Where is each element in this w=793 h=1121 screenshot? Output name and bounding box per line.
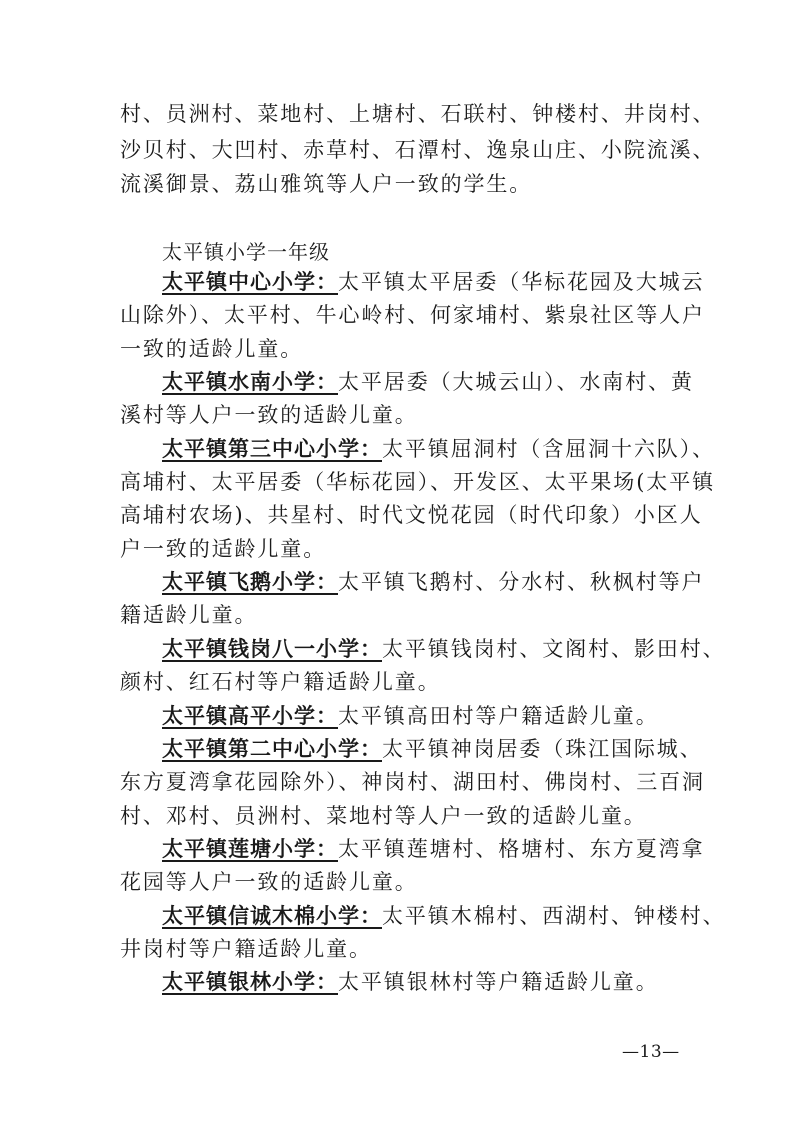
text-line: 村、邓村、员洲村、菜地村等人户一致的适龄儿童。 [120,804,647,828]
text-line [162,633,726,665]
school-area-text: 太平镇屈洞村（含屈洞十六队）、 [382,437,715,461]
text-line [162,566,704,598]
school-name: 太平镇高平小学： [162,704,338,728]
school-name: 太平镇飞鹅小学： [162,570,338,594]
text-line [162,366,694,398]
school-area-text: 太平镇莲塘村、格塘村、东方夏湾拿 [338,837,705,861]
text-line: 流溪御景、荔山雅筑等人户一致的学生。 [120,172,533,196]
text-line: 颜村、红石村等户籍适龄儿童。 [120,670,441,694]
text-line: 沙贝村、大凹村、赤草村、石潭村、逸泉山庄、小院流溪、 [120,138,716,162]
school-area-text: 太平居委（大城云山）、水南村、黄 [338,370,694,394]
school-area-text: 太平镇太平居委（华标花园及大城云 [338,270,705,294]
text-line: 花园等人户一致的适龄儿童。 [120,870,418,894]
school-area-text: 太平镇银林村等户籍适龄儿童。 [338,970,659,994]
school-name: 太平镇第二中心小学： [162,737,382,761]
school-area-text: 太平镇木棉村、西湖村、钟楼村、 [382,904,726,928]
school-name: 太平镇第三中心小学： [162,437,382,461]
school-name: 太平镇信诚木棉小学： [162,904,382,928]
text-line: 一致的适龄儿童。 [120,337,304,361]
text-line: 户一致的适龄儿童。 [120,537,327,561]
page-number: —13— [622,1042,680,1062]
school-area-text: 太平镇钱岗村、文阁村、影田村、 [382,637,726,661]
school-area-text: 太平镇高田村等户籍适龄儿童。 [338,704,659,728]
school-area-text: 太平镇神岗居委（珠江国际城、 [382,737,703,761]
text-line: 溪村等人户一致的适龄儿童。 [120,403,418,427]
text-line: 村、员洲村、菜地村、上塘村、石联村、钟楼村、井岗村、 [120,102,716,126]
text-line: 井岗村等户籍适龄儿童。 [120,937,372,961]
text-line [162,266,704,298]
text-line: 东方夏湾拿花园除外）、神岗村、湖田村、佛岗村、三百洞 [120,770,705,794]
school-name: 太平镇莲塘小学： [162,837,338,861]
school-name: 太平镇中心小学： [162,270,338,294]
text-line [162,966,659,998]
text-line [162,900,726,932]
text-line: 籍适龄儿童。 [120,603,258,627]
school-name: 太平镇银林小学： [162,970,338,994]
text-line [162,433,715,465]
text-line [162,833,704,865]
school-name: 太平镇钱岗八一小学： [162,637,382,661]
section-heading: 太平镇小学一年级 [162,240,330,264]
text-line: 山除外）、太平村、牛心岭村、何家埔村、紫泉社区等人户 [120,303,705,327]
school-name: 太平镇水南小学： [162,370,338,394]
text-line [162,733,703,765]
school-area-text: 太平镇飞鹅村、分水村、秋枫村等户 [338,570,705,594]
text-line: 高埔村、太平居委（华标花园）、开发区、太平果场(太平镇 [120,470,715,494]
text-line [162,700,659,732]
text-line: 高埔村农场)、共星村、时代文悦花园（时代印象）小区人 [120,503,703,527]
